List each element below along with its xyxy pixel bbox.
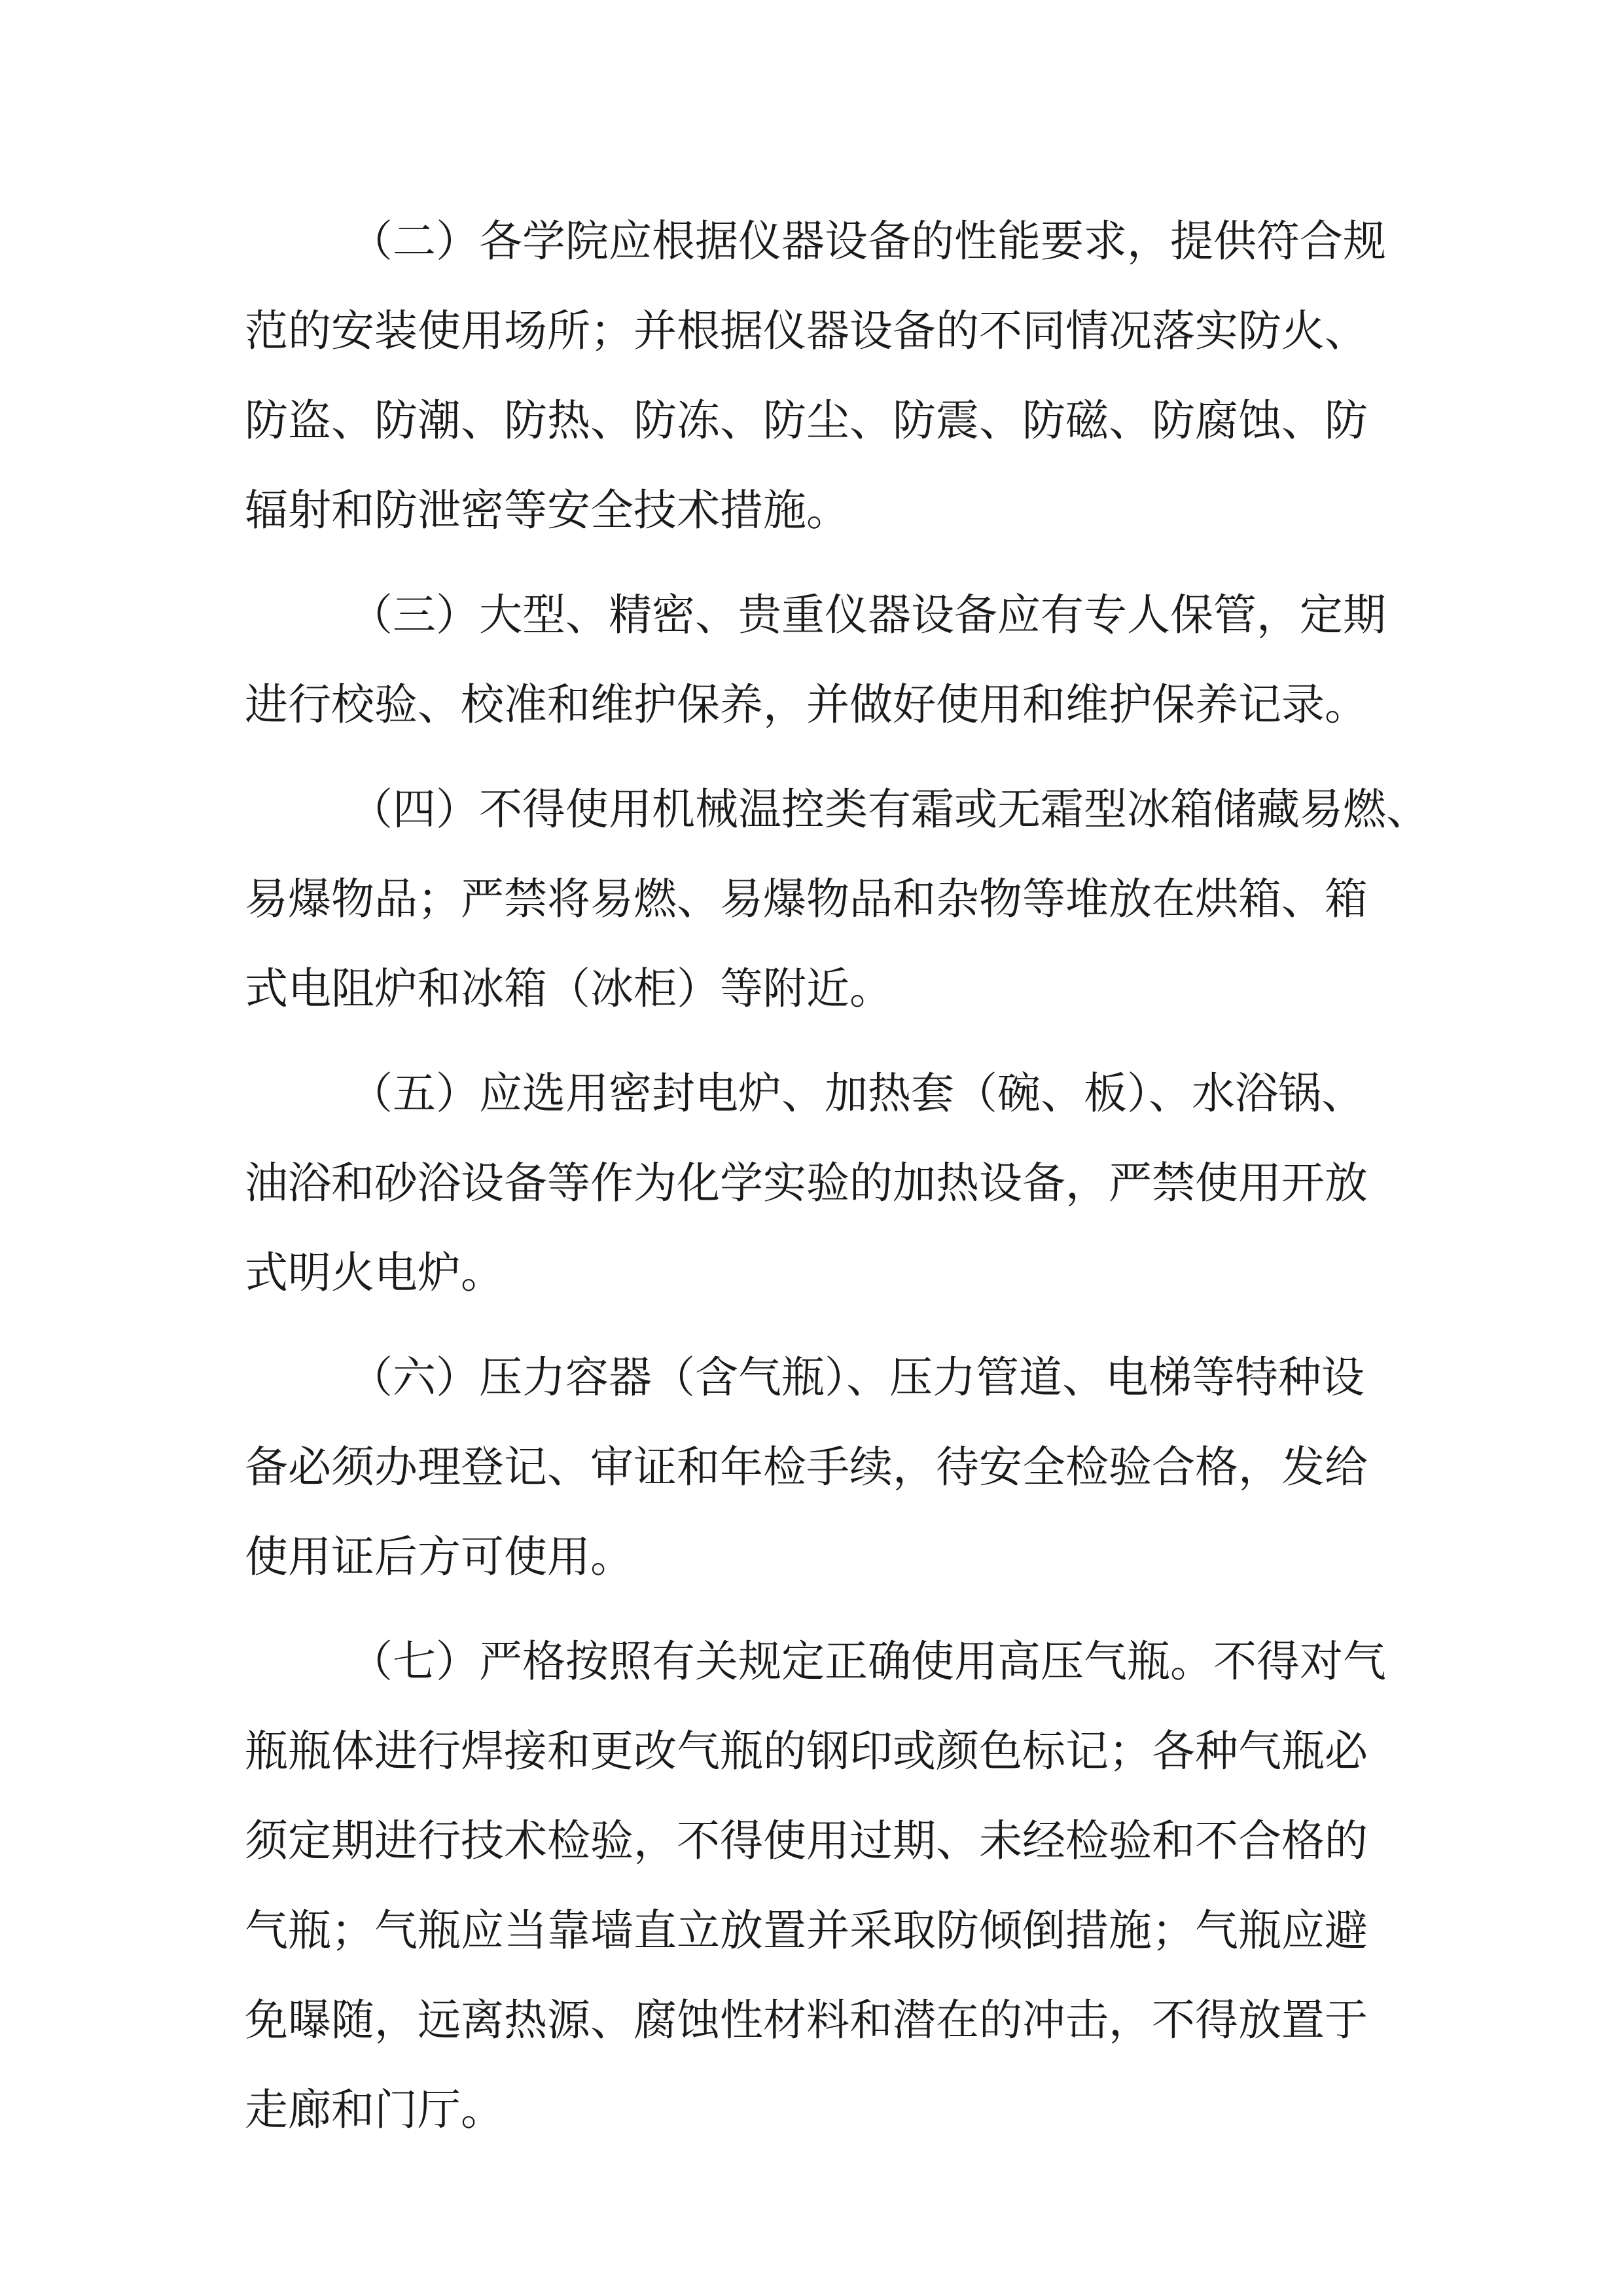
document-body <box>245 196 1429 2170</box>
paragraph-line: 须定期进行技术检验，不得使用过期、未经检验和不合格的 <box>245 1816 1368 1866</box>
paragraph-line: 辐射和防泄密等安全技术措施。 <box>245 485 849 535</box>
paragraph-7 <box>245 1617 1386 2155</box>
paragraph-line: （二）各学院应根据仪器设备的性能要求，提供符合规 <box>349 216 1386 266</box>
paragraph-line: 进行校验、校准和维护保养，并做好使用和维护保养记录。 <box>245 679 1368 730</box>
paragraph-2 <box>245 196 1386 555</box>
paragraph-line: 油浴和砂浴设备等作为化学实验的加热设备，严禁使用开放 <box>245 1158 1368 1208</box>
paragraph-4 <box>245 764 1429 1033</box>
paragraph-line: 瓶瓶体进行焊接和更改气瓶的钢印或颜色标记；各种气瓶必 <box>245 1726 1368 1776</box>
paragraph-line: 防盗、防潮、防热、防冻、防尘、防震、防磁、防腐蚀、防 <box>245 395 1368 446</box>
paragraph-line: 易爆物品；严禁将易燃、易爆物品和杂物等堆放在烘箱、箱 <box>245 874 1368 924</box>
paragraph-6 <box>245 1333 1377 1602</box>
paragraph-5 <box>245 1049 1377 1318</box>
paragraph-line: （七）严格按照有关规定正确使用高压气瓶。不得对气 <box>349 1636 1386 1687</box>
paragraph-line: 范的安装使用场所；并根据仪器设备的不同情况落实防火、 <box>245 306 1368 356</box>
paragraph-line: （六）压力容器（含气瓶）、压力管道、电梯等特种设 <box>349 1352 1364 1403</box>
paragraph-line: 免曝随，远离热源、腐蚀性材料和潜在的冲击，不得放置于 <box>245 1995 1368 2045</box>
paragraph-line: （四）不得使用机械温控类有霜或无霜型冰箱储藏易燃、 <box>349 784 1429 834</box>
paragraph-line: 式明火电炉。 <box>245 1247 504 1298</box>
paragraph-line: 气瓶；气瓶应当靠墙直立放置并采取防倾倒措施；气瓶应避 <box>245 1905 1368 1956</box>
paragraph-line: 式电阻炉和冰箱（冰柜）等附近。 <box>245 963 893 1014</box>
paragraph-line: 备必须办理登记、审证和年检手续，待安全检验合格，发给 <box>245 1442 1368 1492</box>
paragraph-line: （五）应选用密封电炉、加热套（碗、板）、水浴锅、 <box>349 1068 1364 1119</box>
paragraph-line: （三）大型、精密、贵重仪器设备应有专人保管，定期 <box>349 590 1386 640</box>
paragraph-line: 使用证后方可使用。 <box>245 1532 633 1582</box>
paragraph-line: 走廊和门厅。 <box>245 2085 504 2135</box>
paragraph-3 <box>245 570 1386 749</box>
